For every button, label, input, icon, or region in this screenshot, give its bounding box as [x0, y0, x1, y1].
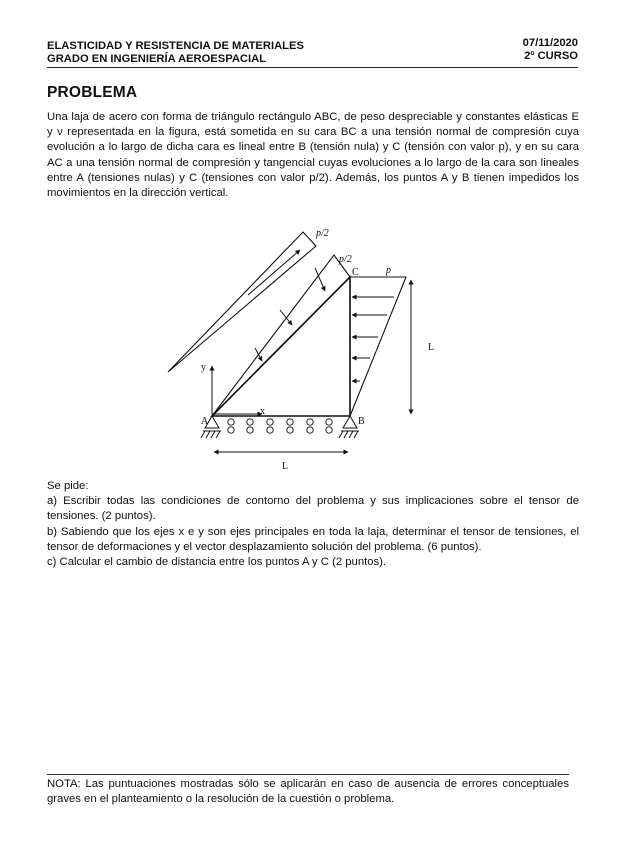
- label-p-half-c: p/2: [339, 254, 352, 265]
- page-title: PROBLEMA: [47, 84, 138, 101]
- label-y: y: [201, 362, 206, 373]
- label-l-horizontal: L: [282, 461, 289, 472]
- questions: [47, 479, 579, 570]
- problem-statement: Una laja de acero con forma de triángulo rectángulo ABC, de peso despreciable y constantes elásticas E y ν representada en la figura, está sometida en su cara BC a una tensión normal de compresión cuya evolución a lo largo de dicha cara es lineal entre B (tensión nula) y C (tensión con valor p), y en su cara AC a una tensión normal de compresión y tangencial cuyas evoluciones a lo largo de la cara son lineales entre A (tensiones nulas) y C (tensiones con valor p/2). Además, los puntos A y B tienen impedidos los movimientos en la dirección vertical.: [47, 111, 579, 200]
- label-c: C: [352, 267, 359, 278]
- shear-load-ac: [168, 232, 316, 372]
- label-p-half-top: p/2: [316, 228, 329, 239]
- label-x: x: [260, 406, 265, 417]
- course-year: 2º CURSO: [524, 50, 578, 62]
- question-c: c) Calcular el cambio de distancia entre los puntos A y C (2 puntos).: [47, 556, 387, 569]
- question-b: b) Sabiendo que los ejes x e y son ejes principales en toda la laja, determinar el tensor de tensiones, el tensor de deformaciones y el vector desplazamiento solución del problema. (6 puntos).: [47, 525, 579, 553]
- course-name: ELASTICIDAD Y RESISTENCIA DE MATERIALES: [47, 40, 304, 52]
- label-a: A: [201, 416, 209, 427]
- shear-arrow: [248, 250, 300, 295]
- footnote-divider: [47, 774, 569, 775]
- bc-load-arrows: [352, 297, 394, 381]
- support-b: [339, 416, 359, 438]
- question-a: a) Escribir todas las condiciones de contorno del problema y sus implicaciones sobre el tensor de tensiones. (2 puntos).: [47, 495, 579, 523]
- degree-name: GRADO EN INGENIERÍA AEROESPACIAL: [47, 53, 267, 65]
- normal-load-arrows: [255, 268, 325, 361]
- exam-date: 07/11/2020: [522, 37, 578, 49]
- footnote: NOTA: Las puntuaciones mostradas sólo se aplicarán en caso de ausencia de errores conceptuales graves en el planteamiento o la resolución de la cuestión o problema.: [47, 778, 569, 805]
- questions-intro: Se pide:: [47, 480, 89, 492]
- label-p: p: [386, 265, 391, 276]
- roller-supports: [228, 419, 332, 433]
- normal-load-bc: [350, 277, 406, 416]
- label-b: B: [358, 416, 365, 427]
- normal-load-ac: [212, 255, 350, 416]
- label-l-vertical: L: [428, 342, 435, 353]
